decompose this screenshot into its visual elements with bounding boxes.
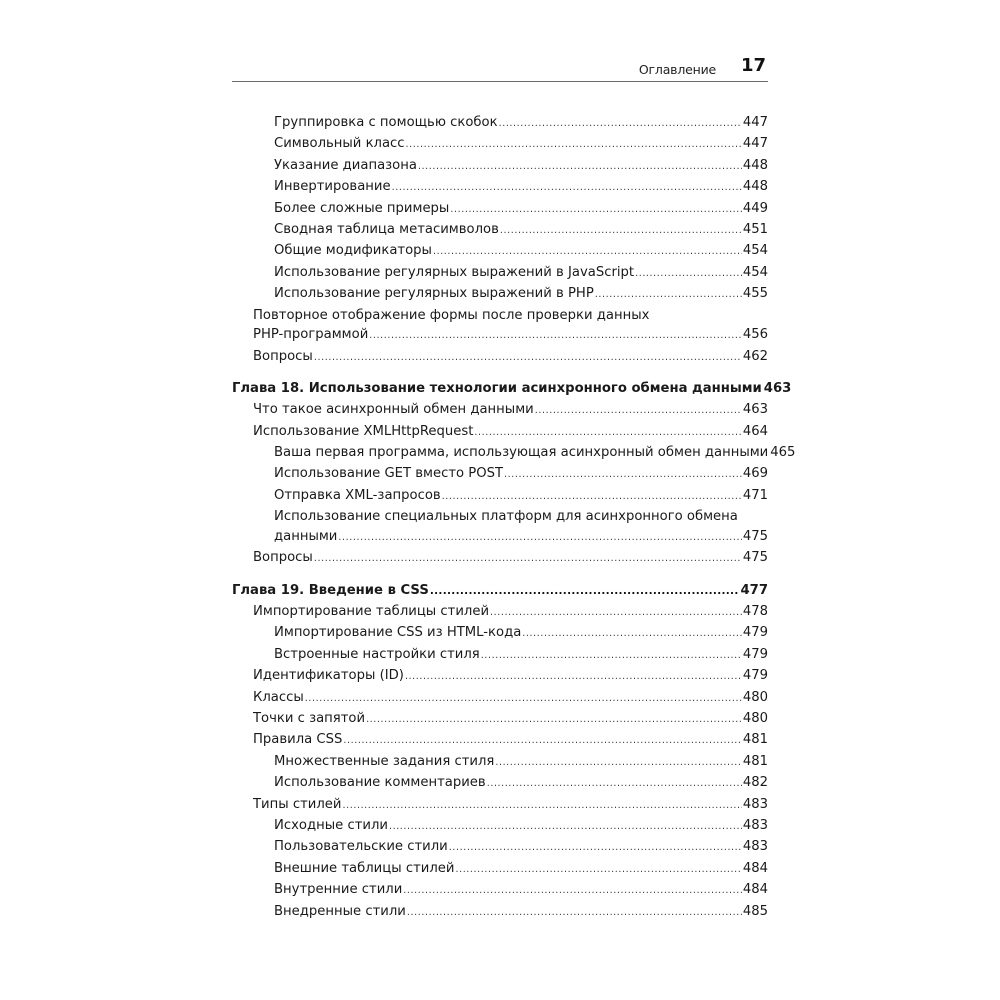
toc-entry-title: Использование комментариев (274, 775, 486, 791)
toc-entry-page: 481 (742, 732, 768, 748)
dot-leader (418, 156, 742, 177)
toc-entry-line (274, 463, 768, 484)
toc-entry-title: Внутренние стили (274, 882, 403, 898)
toc-entry-title: Импортирование таблицы стилей (253, 604, 490, 620)
dot-leader (430, 581, 740, 602)
running-head-title: Оглавление (638, 62, 716, 77)
toc-entry-title: Внедренные стили (274, 903, 406, 919)
dot-leader (392, 177, 742, 198)
toc-entry-page: 455 (742, 286, 768, 302)
toc-entry-line (274, 219, 768, 240)
toc-entry[interactable] (274, 751, 768, 772)
toc-entry-line (274, 858, 768, 879)
toc-entry-page: 463 (742, 402, 768, 418)
toc-entry[interactable] (274, 772, 768, 793)
toc-entry[interactable] (253, 729, 768, 750)
toc-entry-line (274, 836, 768, 857)
dot-leader (474, 422, 741, 443)
toc-entry[interactable] (274, 901, 768, 922)
toc-entry-page: 483 (742, 839, 768, 855)
toc-entry-title: Классы (253, 689, 304, 705)
dot-leader (343, 730, 741, 751)
toc-entry-line (274, 283, 768, 304)
dot-leader (499, 113, 742, 134)
toc-entry-page: 451 (742, 221, 768, 237)
toc-entry-title: Сводная таблица метасимволов (274, 221, 499, 237)
section-gap (232, 367, 768, 378)
toc-entry-page: 463 (763, 380, 792, 396)
toc-entry-page: 483 (742, 796, 768, 812)
toc-entry-title: Отправка XML-запросов (274, 487, 441, 503)
toc-entry-title: Импортирование CSS из HTML-кода (274, 625, 522, 641)
toc-entry-line (253, 729, 768, 750)
dot-leader (495, 752, 742, 773)
dot-leader (455, 859, 741, 880)
dot-leader (450, 199, 741, 220)
toc-entry-page: 480 (742, 689, 768, 705)
toc-entry-page: 464 (742, 423, 768, 439)
toc-entry[interactable] (274, 219, 768, 240)
toc-entry[interactable] (253, 708, 768, 729)
dot-leader (481, 645, 742, 666)
dot-leader (314, 347, 742, 368)
dot-leader (342, 795, 741, 816)
dot-leader (504, 464, 742, 485)
dot-leader (635, 263, 742, 284)
toc-entry-title: Вопросы (253, 550, 313, 566)
toc-chapter-entry[interactable] (232, 580, 768, 601)
toc-entry[interactable] (274, 240, 768, 261)
toc-entry-title: Глава 19. Введение в CSS (232, 582, 429, 598)
table-of-contents (232, 112, 796, 922)
toc-entry-page: 448 (742, 179, 768, 195)
toc-entry[interactable] (253, 687, 768, 708)
toc-chapter-entry[interactable] (232, 378, 792, 399)
toc-entry-line (274, 485, 768, 506)
toc-entry-page: 483 (742, 817, 768, 833)
toc-entry-line (253, 665, 768, 686)
dot-leader (490, 602, 742, 623)
dot-leader (366, 709, 742, 730)
toc-entry[interactable] (274, 198, 768, 219)
toc-entry-title: Типы стилей (253, 796, 342, 812)
toc-entry[interactable] (274, 176, 768, 197)
toc-entry-page: 484 (742, 860, 768, 876)
toc-entry-page: 469 (742, 466, 768, 482)
toc-entry-page: 482 (742, 775, 768, 791)
toc-entry[interactable] (253, 794, 768, 815)
toc-entry-title: Точки с запятой (253, 710, 366, 726)
toc-entry-page: 447 (742, 136, 768, 152)
toc-entry[interactable] (274, 262, 768, 283)
dot-leader (535, 400, 742, 421)
toc-entry-title: Использование регулярных выражений в JavaScript (274, 264, 635, 280)
toc-entry-title-line1: Повторное отображение формы после проверки данных (253, 307, 650, 323)
toc-entry[interactable] (274, 133, 768, 154)
toc-entry[interactable] (274, 836, 768, 857)
toc-entry-line (274, 815, 768, 836)
toc-entry[interactable] (274, 622, 768, 643)
toc-entry-page: 479 (742, 646, 768, 662)
toc-entry-title: PHP-программой (253, 327, 369, 343)
dot-leader (406, 134, 742, 155)
toc-entry[interactable] (253, 665, 768, 686)
toc-entry-line (253, 687, 768, 708)
toc-entry-line (274, 901, 768, 922)
toc-entry-title: Пользовательские стили (274, 839, 448, 855)
toc-entry-title: Внешние таблицы стилей (274, 860, 455, 876)
toc-entry-line (274, 262, 768, 283)
dot-leader (389, 816, 742, 837)
toc-entry-line (274, 133, 768, 154)
toc-entry-line (274, 879, 768, 900)
toc-entry[interactable] (253, 305, 768, 346)
toc-entry-title: Общие модификаторы (274, 243, 432, 259)
toc-entry-line (253, 547, 768, 568)
toc-entry-title: Встроенные настройки стиля (274, 646, 480, 662)
toc-entry-line (232, 378, 792, 399)
toc-entry-page: 484 (742, 882, 768, 898)
toc-entry-line (274, 176, 768, 197)
toc-entry-line (274, 112, 768, 133)
dot-leader (338, 527, 741, 548)
toc-entry-line (274, 442, 796, 463)
toc-entry-page: 454 (742, 243, 768, 259)
toc-entry-line (274, 155, 768, 176)
toc-entry[interactable] (253, 399, 768, 420)
toc-entry-line (253, 794, 768, 815)
dot-leader (595, 284, 742, 305)
toc-entry[interactable] (253, 601, 768, 622)
toc-entry-page: 456 (742, 327, 768, 343)
toc-entry[interactable] (274, 485, 768, 506)
toc-entry-line (253, 421, 768, 442)
dot-leader (305, 688, 742, 709)
toc-entry-page: 478 (742, 604, 768, 620)
toc-entry[interactable] (274, 283, 768, 304)
toc-entry-line (232, 580, 768, 601)
toc-entry-title: Более сложные примеры (274, 200, 450, 216)
toc-entry-title: Правила CSS (253, 732, 343, 748)
toc-entry-line (253, 708, 768, 729)
toc-entry-line (274, 526, 768, 547)
dot-leader (405, 666, 742, 687)
toc-entry-title: Глава 18. Использование технологии асинхронного обмена данными (232, 380, 762, 396)
toc-entry-title: Использование GET вместо POST (274, 466, 504, 482)
toc-entry-page: 481 (742, 753, 768, 769)
toc-entry-title: Что такое асинхронный обмен данными (253, 402, 534, 418)
dot-leader (407, 902, 742, 923)
toc-entry-title-line1: Использование специальных платформ для асинхронного обмена (274, 509, 738, 525)
dot-leader (314, 548, 742, 569)
dot-leader (500, 220, 742, 241)
toc-entry-page: 462 (742, 348, 768, 364)
dot-leader (487, 773, 742, 794)
dot-leader (449, 837, 742, 858)
toc-entry-page: 448 (742, 157, 768, 173)
toc-entry-page: 475 (742, 550, 768, 566)
toc-entry[interactable] (253, 547, 768, 568)
toc-entry-title: Вопросы (253, 348, 313, 364)
toc-entry-title: Инвертирование (274, 179, 391, 195)
toc-entry[interactable] (274, 858, 768, 879)
toc-entry-line (274, 644, 768, 665)
toc-entry-line (274, 751, 768, 772)
toc-entry[interactable] (274, 644, 768, 665)
toc-entry-title: Использование регулярных выражений в PHP (274, 286, 594, 302)
dot-leader (403, 880, 742, 901)
toc-entry-line (274, 772, 768, 793)
running-head (232, 55, 768, 81)
toc-entry-line (253, 399, 768, 420)
toc-entry-page: 485 (742, 903, 768, 919)
toc-entry-page: 465 (770, 445, 796, 461)
toc-entry-title: Использование XMLHttpRequest (253, 423, 474, 439)
toc-entry-title: Символьный класс (274, 136, 405, 152)
toc-entry-page: 479 (742, 625, 768, 641)
toc-entry-line (274, 198, 768, 219)
toc-entry-title: Ваша первая программа, использующая асинхронный обмен данными (274, 445, 769, 461)
dot-leader (522, 623, 742, 644)
toc-entry-line (253, 324, 768, 345)
toc-entry-page: 449 (742, 200, 768, 216)
toc-entry-page: 475 (742, 528, 768, 544)
toc-entry[interactable] (274, 815, 768, 836)
toc-entry-page: 479 (742, 668, 768, 684)
toc-entry-title: Идентификаторы (ID) (253, 668, 404, 684)
toc-entry-line (274, 240, 768, 261)
header-rule (232, 81, 768, 82)
toc-entry[interactable] (274, 463, 768, 484)
toc-entry-title: Группировка с помощью скобок (274, 115, 498, 130)
toc-entry-page: 477 (740, 582, 768, 598)
toc-entry-page: 454 (742, 264, 768, 280)
toc-entry[interactable] (274, 879, 768, 900)
toc-entry-page: 447 (742, 115, 768, 130)
toc-entry[interactable] (274, 442, 796, 463)
toc-entry[interactable] (253, 421, 768, 442)
toc-entry-line (274, 622, 768, 643)
toc-entry-title: Множественные задания стиля (274, 753, 495, 769)
toc-entry[interactable] (253, 346, 768, 367)
page-number: 17 (740, 55, 766, 76)
dot-leader (442, 486, 742, 507)
section-gap (232, 569, 768, 580)
dot-leader (433, 241, 742, 262)
toc-entry-line (253, 346, 768, 367)
toc-entry-title: Исходные стили (274, 817, 388, 833)
toc-entry[interactable] (274, 506, 768, 547)
toc-entry[interactable] (274, 155, 768, 176)
toc-entry-title: данными (274, 528, 338, 544)
toc-entry-page: 471 (742, 487, 768, 503)
toc-entry-title: Указание диапазона (274, 157, 417, 173)
toc-entry[interactable] (274, 112, 768, 133)
dot-leader (369, 325, 742, 346)
toc-entry-page: 480 (742, 710, 768, 726)
toc-entry-line (253, 601, 768, 622)
